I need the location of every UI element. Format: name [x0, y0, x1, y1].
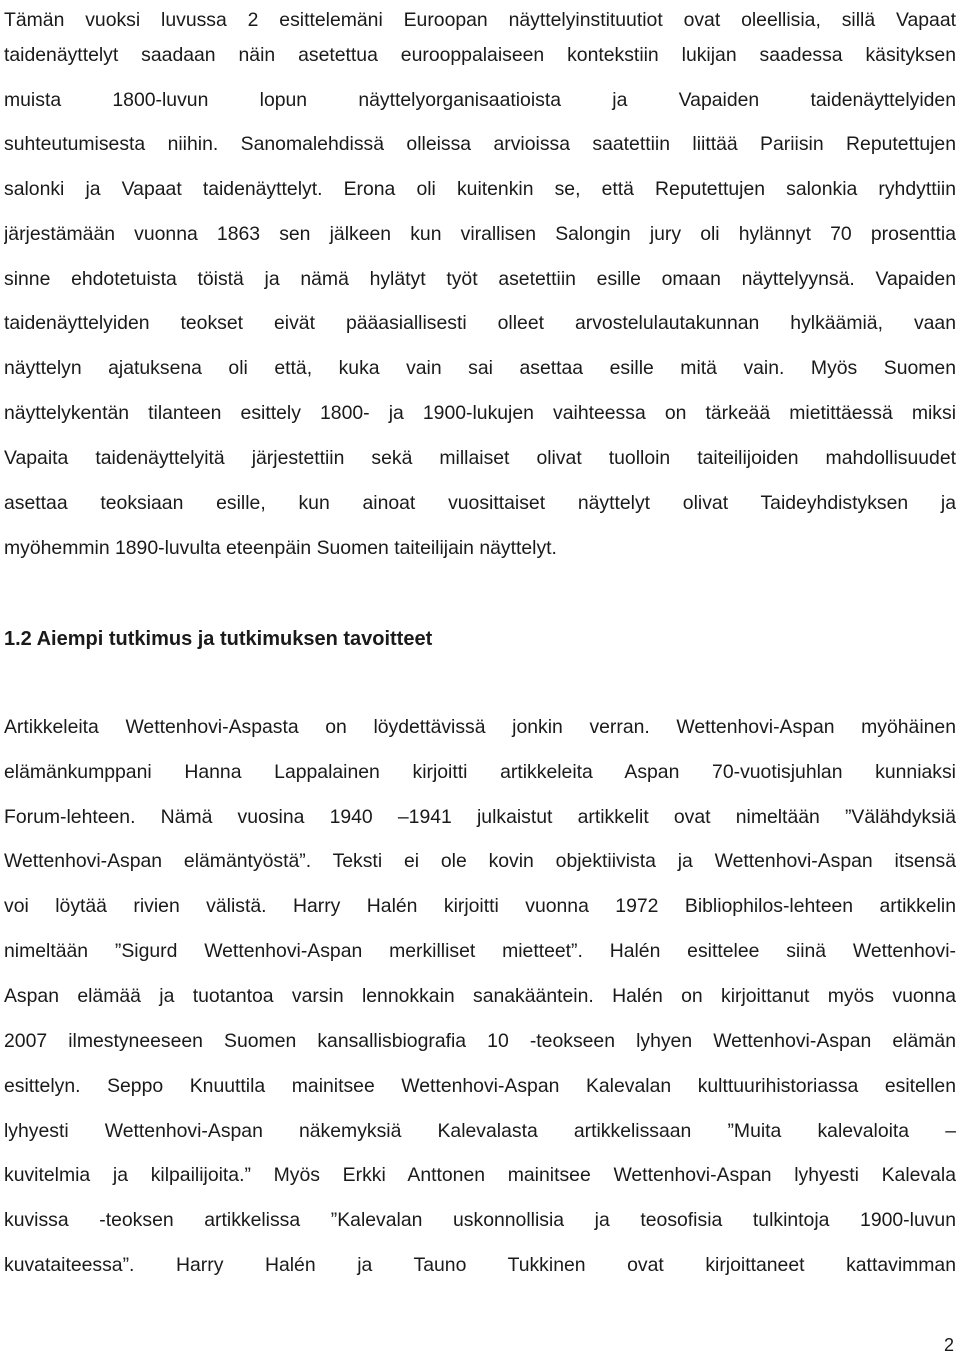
text-line: Artikkeleita Wettenhovi-Aspasta on löydettävissä jonkin verran. Wettenhovi-Aspan myöhäinen — [4, 716, 956, 738]
text-line: taidenäyttelyt saadaan näin asetettua eurooppalaiseen kontekstiin lukijan saadessa käsityksen — [4, 44, 956, 66]
text-line: kuvissa -teoksen artikkelissa ”Kalevalan uskonnollisia ja teosofisia tulkintoja 1900-luvun — [4, 1209, 956, 1231]
text-line: Aspan elämää ja tuotantoa varsin lennokkain sanakääntein. Halén on kirjoittanut myös vuonna — [4, 985, 956, 1007]
text-line: Wettenhovi-Aspan elämäntyöstä”. Teksti ei ole kovin objektiivista ja Wettenhovi-Aspan itsensä — [4, 850, 956, 872]
text-line: nimeltään ”Sigurd Wettenhovi-Aspan merkilliset mietteet”. Halén esittelee siinä Wettenhovi- — [4, 940, 956, 962]
text-line: näyttelykentän tilanteen esittely 1800- ja 1900-lukujen vaihteessa on tärkeää mietittäessä miksi — [4, 402, 956, 424]
text-line: asettaa teoksiaan esille, kun ainoat vuosittaiset näyttelyt olivat Taideyhdistyksen ja — [4, 492, 956, 514]
text-line: suhteutumisesta niihin. Sanomalehdissä olleissa arvioissa saatettiin liittää Pariisin Reputettujen — [4, 133, 956, 155]
text-line: lyhyesti Wettenhovi-Aspan näkemyksiä Kalevalasta artikkelissaan ”Muita kalevaloita – — [4, 1120, 956, 1142]
text-line: Forum-lehteen. Nämä vuosina 1940 –1941 julkaistut artikkelit ovat nimeltään ”Välähdyksiä — [4, 806, 956, 828]
text-line: voi löytää rivien välistä. Harry Halén kirjoitti vuonna 1972 Bibliophilos-lehteen artikkelin — [4, 895, 956, 917]
text-line: esittelyn. Seppo Knuuttila mainitsee Wettenhovi-Aspan Kalevalan kulttuurihistoriassa esitellen — [4, 1075, 956, 1097]
text-line: salonki ja Vapaat taidenäyttelyt. Erona oli kuitenkin se, että Reputettujen salonkia ryhdyttiin — [4, 178, 956, 200]
text-line: kuvitelmia ja kilpailijoita.” Myös Erkki Anttonen mainitsee Wettenhovi-Aspan lyhyesti Kalevala — [4, 1164, 956, 1186]
text-line: myöhemmin 1890-luvulta eteenpäin Suomen taiteilijain näyttelyt. — [4, 537, 557, 559]
text-line: Vapaita taidenäyttelyitä järjestettiin sekä millaiset olivat tuolloin taiteilijoiden mahdollisuudet — [4, 447, 956, 469]
text-line: kuvataiteessa”. Harry Halén ja Tauno Tukkinen ovat kirjoittaneet kattavimman — [4, 1254, 956, 1276]
text-line: näyttelyn ajatuksena oli että, kuka vain sai asettaa esille mitä vain. Myös Suomen — [4, 357, 956, 379]
text-line: muista 1800-luvun lopun näyttelyorganisaatioista ja Vapaiden taidenäyttelyiden — [4, 89, 956, 111]
text-line: Tämän vuoksi luvussa 2 esittelemäni Euroopan näyttelyinstituutiot ovat oleellisia, sillä Vapaat — [4, 9, 956, 31]
text-line: elämänkumppani Hanna Lappalainen kirjoitti artikkeleita Aspan 70-vuotisjuhlan kunniaksi — [4, 761, 956, 783]
text-line: järjestämään vuonna 1863 sen jälkeen kun virallisen Salongin jury oli hylännyt 70 prosenttia — [4, 223, 956, 245]
text-line: 2007 ilmestyneeseen Suomen kansallisbiografia 10 -teokseen lyhyen Wettenhovi-Aspan elämän — [4, 1030, 956, 1052]
page-number: 2 — [943, 1335, 954, 1355]
section-heading: 1.2 Aiempi tutkimus ja tutkimuksen tavoitteet — [4, 628, 433, 650]
text-line: sinne ehdotetuista töistä ja nämä hylätyt työt asetettiin esille omaan näyttelyynsä. Vapaiden — [4, 268, 956, 290]
text-line: taidenäyttelyiden teokset eivät pääasiallisesti olleet arvostelulautakunnan hylkäämiä, vaan — [4, 312, 956, 334]
